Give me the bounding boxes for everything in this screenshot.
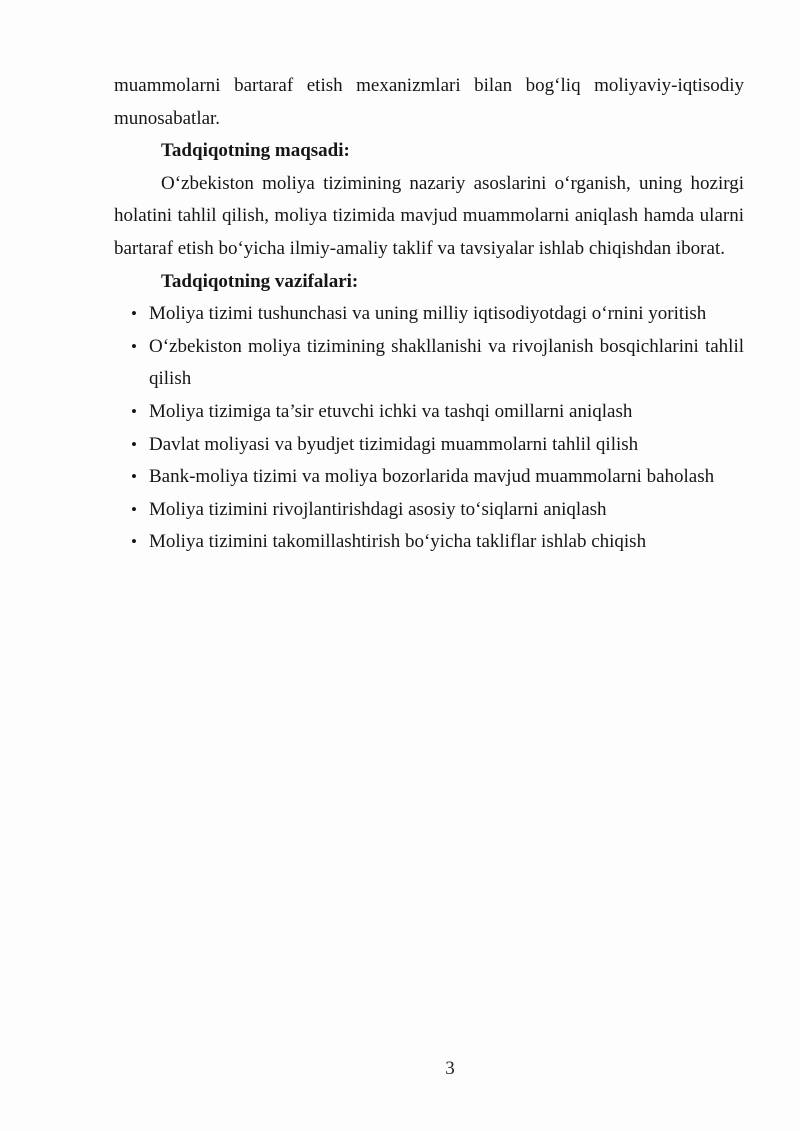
- bullet-text: [149, 396, 744, 429]
- bullet-text: [149, 494, 744, 527]
- list-item: [114, 331, 744, 396]
- paragraph-line: Moliya tizimi tushunchasi va uning milliy iqtisodiyotdagi o‘rnini yoritish: [149, 303, 707, 325]
- list-item: [114, 396, 744, 429]
- section-heading-maqsad: Tadqiqotning maqsadi:: [161, 140, 350, 162]
- list-item: [114, 494, 744, 527]
- bullet-text: [149, 298, 744, 331]
- bullet-marker: •: [131, 532, 137, 552]
- list-item: [114, 298, 744, 331]
- bullet-text: [149, 429, 744, 462]
- bullet-text: [149, 526, 744, 559]
- paragraph-line: Moliya tizimini takomillashtirish bo‘yicha takliflar ishlab chiqish: [149, 531, 647, 553]
- page-number: 3: [445, 1058, 455, 1079]
- paragraph-line: Moliya tizimiga ta’sir etuvchi ichki va tashqi omillarni aniqlash: [149, 400, 633, 422]
- bullet-marker: •: [131, 434, 137, 454]
- bullet-marker: •: [131, 499, 137, 519]
- paragraph-line: O‘zbekiston moliya tizimining shakllanishi va rivojlanish bosqichlarini tahlil: [149, 335, 744, 357]
- paragraph-line: Davlat moliyasi va byudjet tizimidagi muammolarni tahlil qilish: [149, 433, 639, 455]
- bullet-text: [149, 331, 744, 396]
- paragraph-line: bartaraf etish bo‘yicha ilmiy-amaliy taklif va tavsiyalar ishlab chiqishdan iborat.: [114, 237, 725, 259]
- paragraph-line: Bank-moliya tizimi va moliya bozorlarida mavjud muammolarni baholash: [149, 466, 715, 488]
- paragraph-line: Moliya tizimini rivojlantirishdagi asosiy to‘siqlarni aniqlash: [149, 498, 607, 520]
- bullet-marker: •: [131, 401, 137, 421]
- section-heading-vazifalar: Tadqiqotning vazifalari:: [161, 270, 359, 292]
- list-item: [114, 526, 744, 559]
- page-content: [114, 70, 744, 559]
- paragraph-line: O‘zbekiston moliya tizimining nazariy asoslarini o‘rganish, uning hozirgi: [161, 172, 744, 194]
- paragraph-line: munosabatlar.: [114, 107, 221, 129]
- paragraph-line: muammolarni bartaraf etish mexanizmlari bilan bog‘liq moliyaviy-iqtisodiy: [114, 75, 744, 96]
- bullet-text: [149, 461, 744, 494]
- bullet-marker: •: [131, 304, 137, 324]
- paragraph-line: qilish: [149, 368, 192, 390]
- bullet-marker: •: [131, 467, 137, 487]
- bullet-list: [114, 298, 744, 559]
- list-item: [114, 429, 744, 462]
- list-item: [114, 461, 744, 494]
- bullet-marker: •: [131, 336, 137, 356]
- paragraph-line: holatini tahlil qilish, moliya tizimida mavjud muammolarni aniqlash hamda ularni: [114, 205, 744, 227]
